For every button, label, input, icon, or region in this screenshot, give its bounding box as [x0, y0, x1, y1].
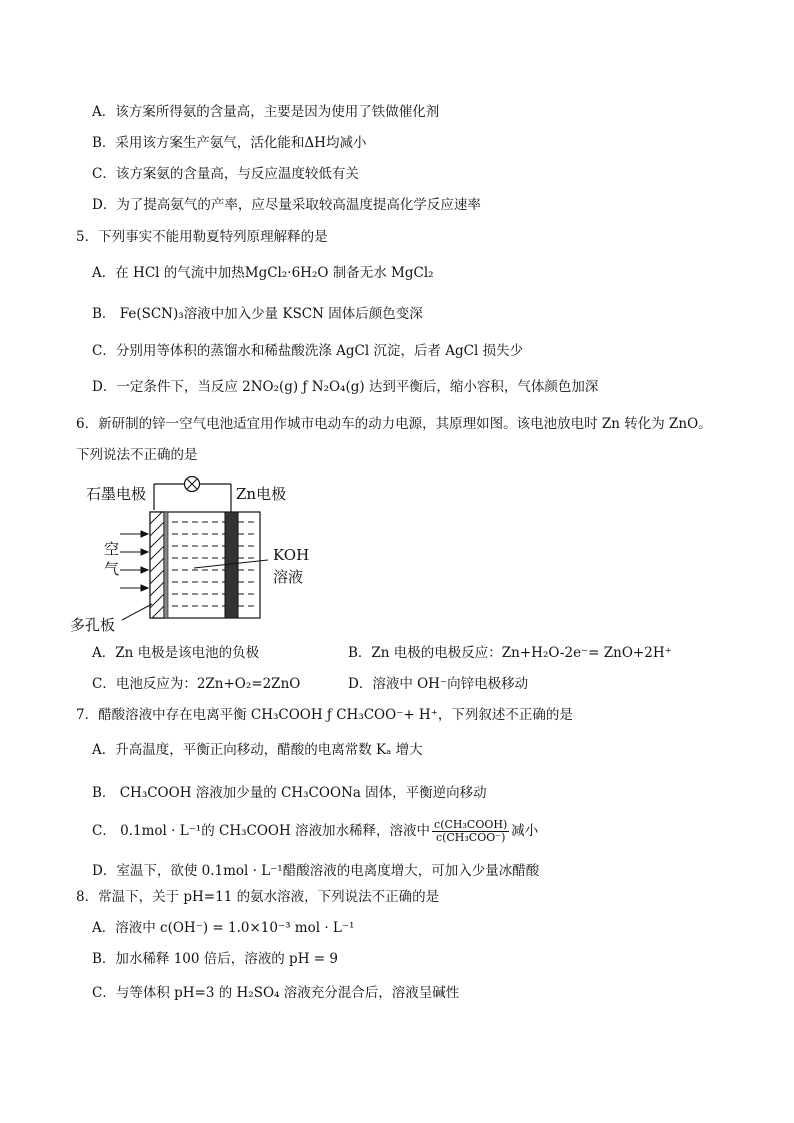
q4-option-a: A．该方案所得氨的含量高，主要是因为使用了铁做催化剂 [92, 104, 440, 120]
q5-stem: 5．下列事实不能用勒夏特列原理解释的是 [76, 229, 328, 245]
q5-option-b [92, 305, 423, 323]
q8-option-b: B．加水稀释 100 倍后，溶液的 pH = 9 [92, 951, 338, 967]
zinc-air-battery-diagram [70, 476, 360, 638]
ratio-denominator: c(CH₃COO⁻) [435, 831, 506, 844]
q5-a-formula2: MgCl₂ [391, 265, 434, 281]
q5-a-mid: 制备无水 [328, 265, 392, 281]
q7-c-prefix: C． 0.1mol · L⁻¹的 CH₃COOH 溶液加水稀释，溶液中 [92, 823, 431, 839]
q4-option-d: D．为了提高氨气的产率，应尽量采取较高温度提高化学反应速率 [92, 197, 481, 213]
q7-option-c [92, 818, 538, 844]
q4-option-b: B．采用该方案生产氨气，活化能和ΔH均减小 [92, 135, 367, 151]
q5-a-formula: MgCl₂·6H₂O [244, 265, 329, 281]
q7-option-a: A．升高温度，平衡正向移动，醋酸的电离常数 Kₐ 增大 [92, 742, 423, 758]
q7-option-d: D．室温下，欲使 0.1mol · L⁻¹醋酸溶液的电离度增大，可加入少量冰醋酸 [92, 863, 540, 879]
q5-option-d [92, 378, 598, 396]
q7-c-suffix: 减小 [511, 823, 539, 839]
q7-option-b: B． CH₃COOH 溶液加少量的 CH₃COONa 固体，平衡逆向移动 [92, 785, 487, 801]
koh-label: KOH [273, 546, 310, 564]
q6-stem-line2: 下列说法不正确的是 [76, 447, 198, 463]
q5-option-c: C．分别用等体积的蒸馏水和稀盐酸洗涤 AgCl 沉淀，后者 AgCl 损失少 [92, 343, 524, 359]
q8-stem: 8．常温下，关于 pH=11 的氨水溶液，下列说法不正确的是 [76, 889, 440, 905]
q5-b-formula: Fe(SCN)₃ [119, 306, 184, 322]
q5-option-a [92, 264, 434, 282]
concentration-ratio [432, 819, 509, 844]
q6-option-a: A．Zn 电极是该电池的负极 [92, 645, 260, 661]
solution-label: 溶液 [273, 568, 304, 586]
graphite-electrode-label: 石墨电极 [86, 485, 147, 503]
q5-d-rest: 达到平衡后，缩小容积，气体颜色加深 [364, 379, 599, 395]
air-label-2: 气 [104, 560, 120, 578]
q5-d-prefix: D．一定条件下，当反应 [92, 379, 243, 395]
air-label-1: 空 [104, 540, 120, 558]
q6-option-b: B．Zn 电极的电极反应：Zn+H₂O-2e⁻= ZnO+2H⁺ [348, 645, 672, 661]
porous-plate-label: 多孔板 [70, 616, 116, 634]
q6-option-d: D．溶液中 OH⁻向锌电极移动 [348, 676, 529, 692]
zn-electrode-label: Zn电极 [236, 485, 287, 503]
ratio-numerator: c(CH₃COOH) [434, 818, 508, 831]
q6-option-c: C．电池反应为：2Zn+O₂=2ZnO [92, 676, 301, 692]
q6-stem-line1: 6．新研制的锌一空气电池适宜用作城市电动车的动力电源，其原理如图。该电池放电时 Zn 转化为 ZnO。 [76, 416, 712, 432]
q5-d-formula: 2NO₂(g) ƒ N₂O₄(g) [242, 379, 365, 395]
q7-stem: 7．醋酸溶液中存在电离平衡 CH₃COOH ƒ CH₃COO⁻+ H⁺，下列叙述不正确的是 [76, 707, 573, 723]
q5-b-label: B． [92, 306, 120, 322]
q8-option-a: A．溶液中 c(OH⁻) = 1.0×10⁻³ mol · L⁻¹ [92, 920, 355, 936]
zinc-electrode [225, 512, 238, 618]
q5-b-rest: 溶液中加入少量 KSCN 固体后颜色变深 [183, 306, 423, 322]
q8-option-c: C．与等体积 pH=3 的 H₂SO₄ 溶液充分混合后，溶液呈碱性 [92, 985, 460, 1001]
q4-option-c: C．该方案氨的含量高，与反应温度较低有关 [92, 166, 359, 182]
q5-a-prefix: A．在 HCl 的气流中加热 [92, 265, 245, 281]
